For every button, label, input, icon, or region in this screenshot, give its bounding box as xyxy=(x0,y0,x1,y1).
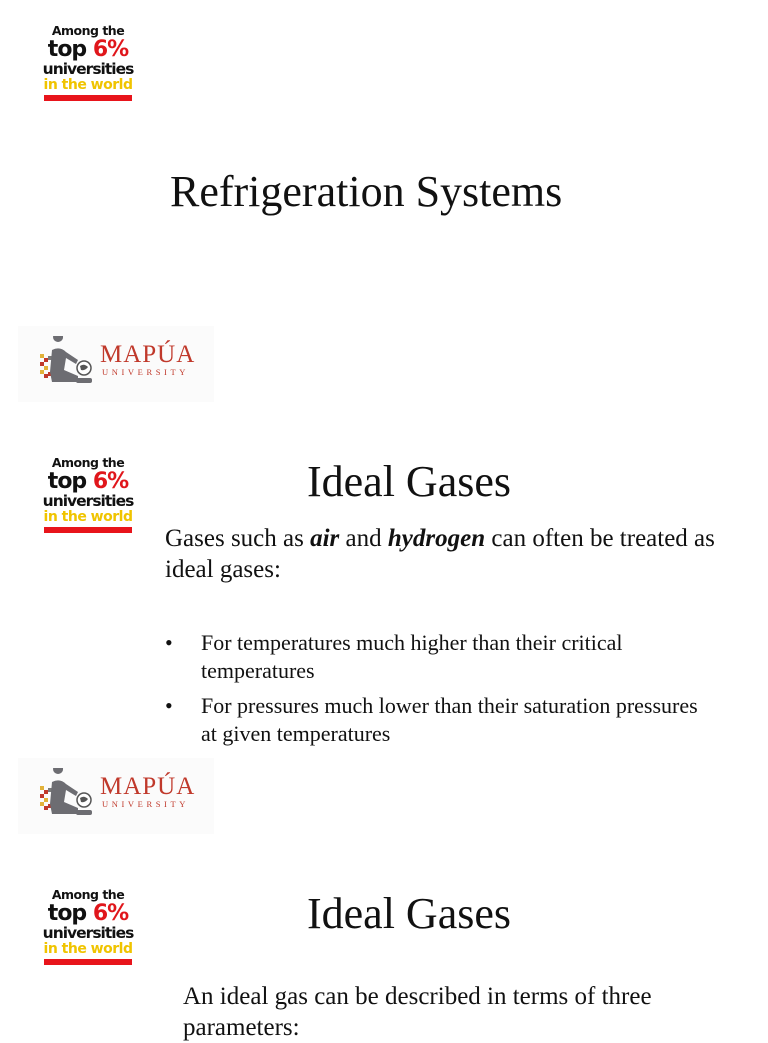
emphasis-air: air xyxy=(310,525,340,552)
slide-2-title: Ideal Gases xyxy=(307,457,512,506)
slide-3-intro: An ideal gas can be described in terms of three parameters: xyxy=(183,983,652,1041)
emphasis-hydrogen: hydrogen xyxy=(387,525,486,552)
badge-line-3: universities xyxy=(42,923,134,942)
scholar-figure-icon xyxy=(38,336,98,388)
intro-text: Gases such as xyxy=(165,525,311,552)
badge-top-text: top xyxy=(47,468,93,494)
badge-line-3: universities xyxy=(42,59,134,78)
badge-red-bar xyxy=(44,95,132,101)
bullet-text: For pressures much lower than their saturation pressures at given temperatures xyxy=(201,693,698,746)
badge-red-bar xyxy=(44,527,132,533)
badge-line-2 xyxy=(33,468,143,494)
badge-line-4: in the world xyxy=(43,77,133,93)
logo-subtitle: UNIVERSITY xyxy=(102,799,189,809)
badge-line-4: in the world xyxy=(43,509,133,525)
logo-name: MAPÚA xyxy=(100,773,196,800)
ranking-badge xyxy=(33,457,143,533)
badge-top-text: top xyxy=(47,36,93,62)
bullet-item xyxy=(165,692,705,748)
bullet-icon: • xyxy=(165,630,173,655)
badge-line-2 xyxy=(33,900,143,926)
slide-1-title: Refrigeration Systems xyxy=(170,167,563,216)
badge-percentage: 6% xyxy=(92,36,129,62)
badge-red-bar xyxy=(44,959,132,965)
badge-line-2 xyxy=(33,36,143,62)
slide-3-title: Ideal Gases xyxy=(307,889,512,938)
intro-text: and xyxy=(339,525,388,552)
mapua-logo xyxy=(18,326,214,402)
badge-line-1: Among the xyxy=(51,23,125,38)
logo-name: MAPÚA xyxy=(100,341,196,368)
badge-line-3: universities xyxy=(42,491,134,510)
mapua-logo xyxy=(18,758,214,834)
ranking-badge xyxy=(33,25,143,101)
ranking-badge xyxy=(33,889,143,965)
scholar-figure-icon xyxy=(38,768,98,820)
badge-top-text: top xyxy=(47,900,93,926)
badge-line-4: in the world xyxy=(43,941,133,957)
slide-2-intro xyxy=(165,523,725,585)
slide-2-bullet-list xyxy=(165,629,705,755)
badge-line-1: Among the xyxy=(51,455,125,470)
bullet-item xyxy=(165,629,705,685)
intro-text: can often be treated as ideal gases: xyxy=(165,525,715,583)
bullet-icon: • xyxy=(165,693,173,718)
bullet-text: For temperatures much higher than their critical temperatures xyxy=(201,630,623,683)
logo-subtitle: UNIVERSITY xyxy=(102,367,189,377)
badge-percentage: 6% xyxy=(92,468,129,494)
badge-line-1: Among the xyxy=(51,887,125,902)
badge-percentage: 6% xyxy=(92,900,129,926)
